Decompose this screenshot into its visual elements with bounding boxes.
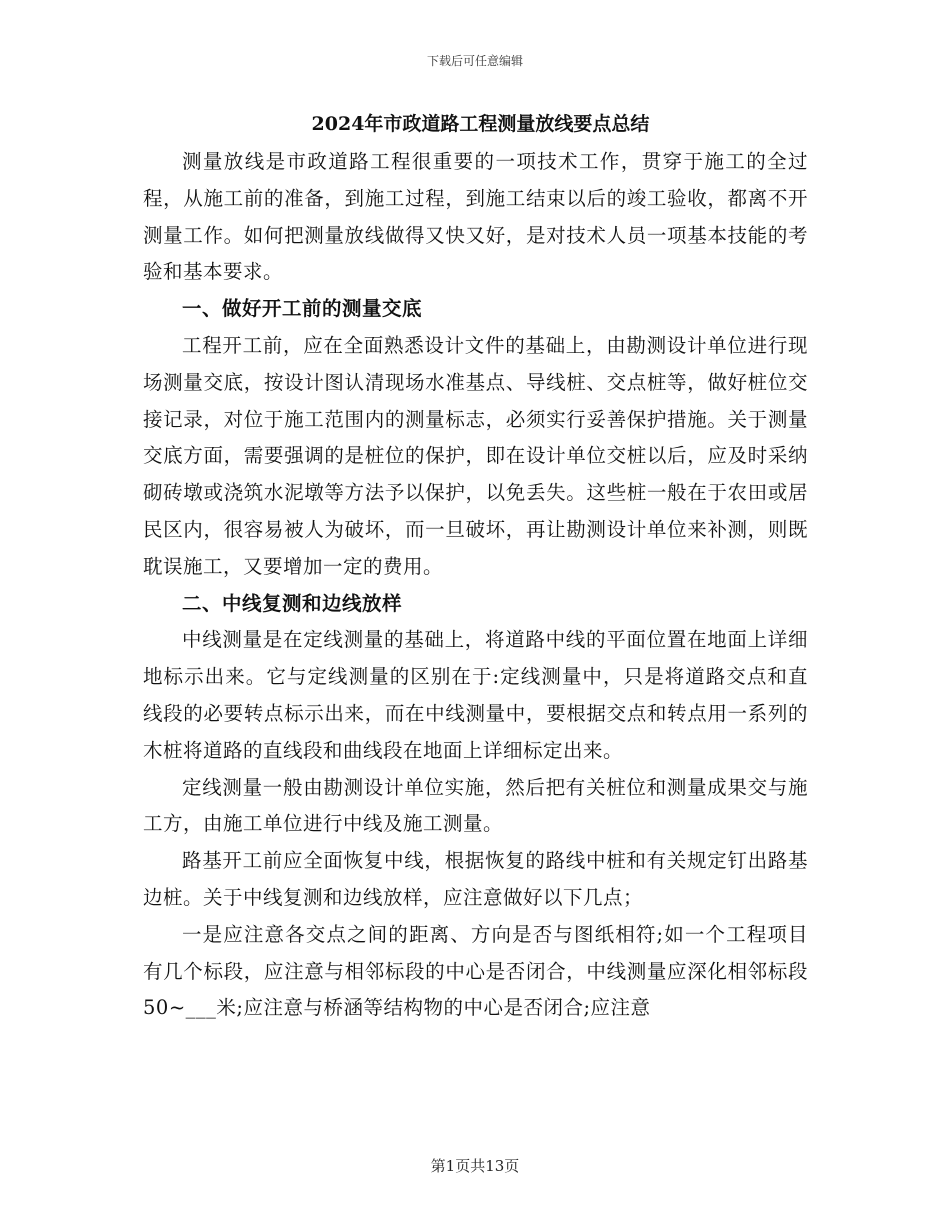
body-paragraph: 中线测量是在定线测量的基础上，将道路中线的平面位置在地面上详细地标示出来。它与定线测量的区别在于:定线测量中，只是将道路交点和直线段的必要转点标示出来，而在中线测量中，要根据交点和转点用一系列的木桩将道路的直线段和曲线段在地面上详细标定出来。 <box>143 628 808 762</box>
header-note: 下载后可任意编辑 <box>426 54 523 68</box>
body-paragraph: 一是应注意各交点之间的距离、方向是否与图纸相符;如一个工程项目有几个标段，应注意与相邻标段的中心是否闭合，中线测量应深化相邻标段50~___米;应注意与桥涵等结构物的中心是否闭合;应注意 <box>143 922 808 1020</box>
body-paragraph: 路基开工前应全面恢复中线，根据恢复的路线中桩和有关规定钉出路基边桩。关于中线复测和边线放样，应注意做好以下几点； <box>143 849 808 909</box>
section-heading-1: 一、做好开工前的测量交底 <box>182 297 423 321</box>
page-number-footer: 第1页共13页 <box>430 1157 520 1175</box>
intro-paragraph: 测量放线是市政道路工程很重要的一项技术工作，贯穿于施工的全过程，从施工前的准备，到施工过程，到施工结束以后的竣工验收，都离不开测量工作。如何把测量放线做得又快又好，是对技术人员一项基本技能的考验和基本要求。 <box>143 150 808 284</box>
document-title: 2024年市政道路工程测量放线要点总结 <box>311 113 650 135</box>
body-paragraph: 定线测量一般由勘测设计单位实施，然后把有关桩位和测量成果交与施工方，由施工单位进行中线及施工测量。 <box>143 775 808 836</box>
section-heading-2: 二、中线复测和边线放样 <box>182 591 403 615</box>
body-paragraph: 工程开工前，应在全面熟悉设计文件的基础上，由勘测设计单位进行现场测量交底，按设计图认清现场水准基点、导线桩、交点桩等，做好桩位交接记录，对位于施工范围内的测量标志，必须实行妥善保护措施。关于测量交底方面，需要强调的是桩位的保护，即在设计单位交桩以后，应及时采纳砌砖墩或浇筑水泥墩等方法予以保护，以免丢失。这些桩一般在于农田或居民区内，很容易被人为破坏，而一旦破坏，再让勘测设计单位来补测，则既耽误施工，又要增加一定的费用。 <box>143 333 808 578</box>
document-body <box>143 108 808 1027</box>
